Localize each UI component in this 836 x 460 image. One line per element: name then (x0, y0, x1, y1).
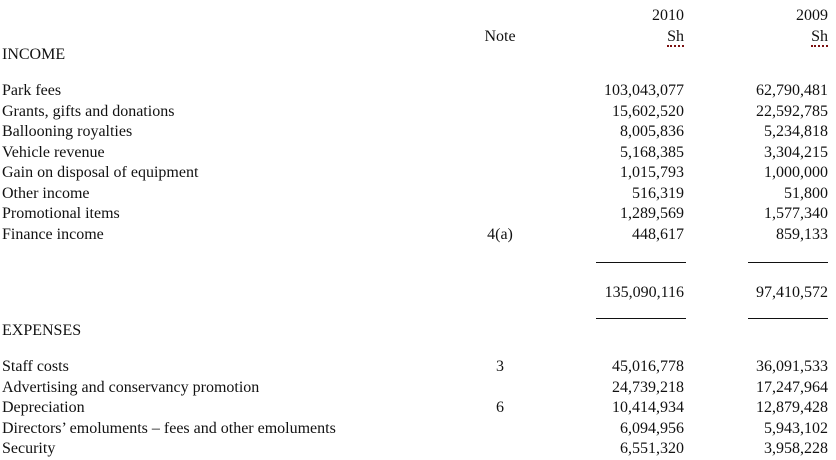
income-row-prior: 1,577,340 (764, 205, 828, 222)
income-row-label: Gain on disposal of equipment (2, 164, 199, 181)
income-section-title: INCOME (2, 46, 66, 63)
expenses-row-current: 6,094,956 (620, 419, 684, 437)
income-row-current: 516,319 (632, 184, 684, 202)
expenses-row-prior: 17,247,964 (756, 378, 828, 396)
income-row-prior: 1,000,000 (764, 164, 828, 181)
income-row-label: Finance income (2, 226, 104, 243)
note-column-header: Note (484, 28, 516, 45)
currency-current-header (667, 27, 684, 47)
expenses-row-prior: 5,943,102 (764, 419, 828, 437)
income-row-current: 103,043,077 (604, 82, 684, 99)
income-row-current: 448,617 (632, 226, 684, 243)
income-total-prior: 97,410,572 (756, 284, 828, 301)
income-row-current: 8,005,836 (620, 123, 684, 140)
income-row-label: Ballooning royalties (2, 123, 133, 140)
income-total-rule-prior-top (748, 262, 828, 263)
expenses-row-label: Advertising and conservancy promotion (2, 378, 260, 396)
income-total-rule-current-bottom (596, 318, 686, 319)
income-row-prior: 62,790,481 (756, 82, 828, 99)
income-row-note: 4(a) (487, 226, 513, 243)
income-row-label: Vehicle revenue (2, 143, 105, 161)
expenses-row-label: Depreciation (2, 399, 85, 416)
expenses-row-label: Staff costs (2, 358, 69, 375)
income-total-current: 135,090,116 (604, 284, 684, 301)
income-row-current: 15,602,520 (612, 102, 684, 120)
currency-current-label: Sh (667, 28, 684, 45)
income-row-label: Promotional items (2, 205, 120, 222)
expenses-row-current: 10,414,934 (612, 399, 684, 416)
currency-prior-label: Sh (811, 28, 828, 45)
expenses-row-prior: 12,879,428 (756, 399, 828, 416)
income-row-label: Grants, gifts and donations (2, 102, 175, 120)
expenses-row-current: 6,551,320 (620, 440, 684, 457)
income-row-prior: 5,234,818 (764, 123, 828, 140)
expenses-section-title: EXPENSES (2, 322, 82, 339)
year-prior-header: 2009 (796, 7, 828, 24)
expenses-row-note: 3 (496, 358, 504, 375)
income-row-current: 1,015,793 (620, 164, 684, 181)
income-row-label: Park fees (2, 82, 62, 99)
year-current-header: 2010 (652, 7, 684, 24)
expenses-row-note: 6 (496, 399, 504, 416)
expenses-row-current: 45,016,778 (612, 358, 684, 375)
income-row-label: Other income (2, 184, 90, 202)
expenses-row-label: Security (2, 440, 56, 457)
income-row-current: 5,168,385 (620, 143, 684, 161)
income-row-current: 1,289,569 (620, 205, 684, 222)
income-total-rule-prior-bottom (748, 318, 828, 319)
income-row-prior: 22,592,785 (756, 102, 828, 120)
expenses-row-prior: 36,091,533 (756, 358, 828, 375)
income-total-rule-current-top (596, 262, 686, 263)
currency-prior-header (811, 27, 828, 47)
expenses-row-current: 24,739,218 (612, 378, 684, 396)
expenses-row-prior: 3,958,228 (764, 440, 828, 457)
income-row-prior: 3,304,215 (764, 143, 828, 161)
expenses-row-label: Directors’ emoluments – fees and other emoluments (2, 419, 336, 437)
income-row-prior: 859,133 (776, 226, 828, 243)
income-row-prior: 51,800 (784, 184, 828, 202)
